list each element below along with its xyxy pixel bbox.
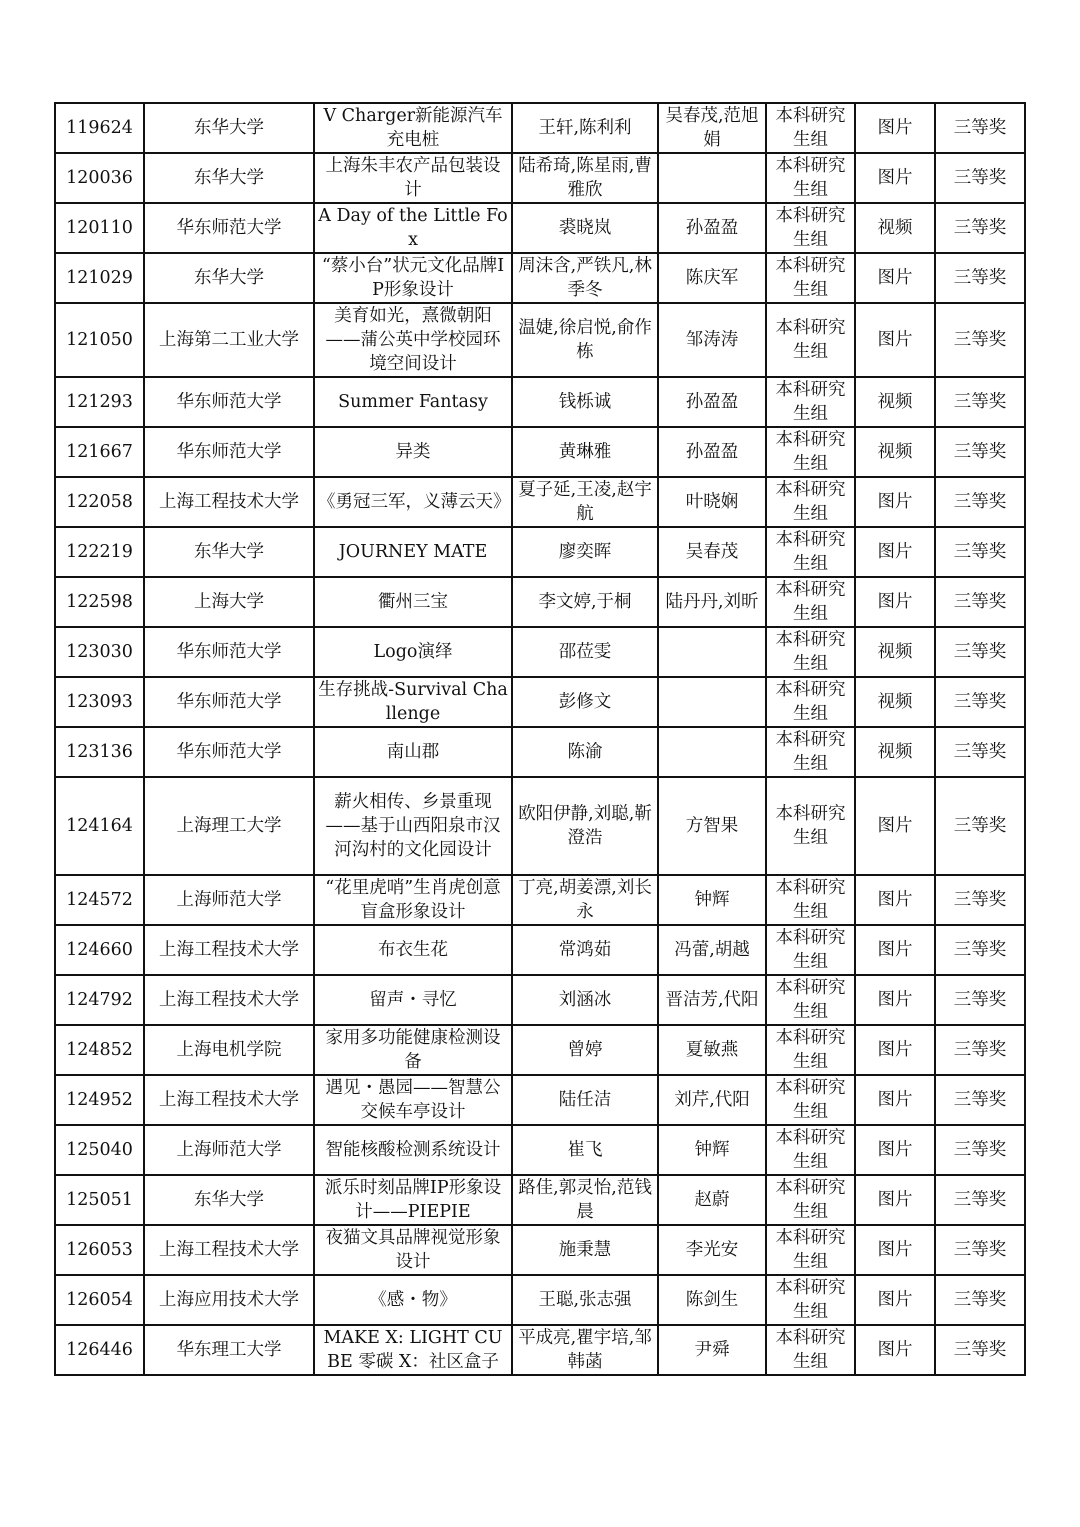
authors-cell: 王轩,陈利利	[512, 103, 658, 153]
authors-cell: 欧阳伊静,刘聪,靳澄浩	[512, 777, 658, 875]
authors-cell: 温婕,徐启悦,俞作栋	[512, 303, 658, 377]
school-cell: 华东师范大学	[144, 427, 314, 477]
award-cell: 三等奖	[935, 427, 1025, 477]
school-cell: 上海应用技术大学	[144, 1275, 314, 1325]
group-cell: 本科研究生组	[766, 303, 855, 377]
entry-id-cell: 124952	[55, 1075, 144, 1125]
entry-id-cell: 126446	[55, 1325, 144, 1375]
work-title-cell: 《感・物》	[314, 1275, 512, 1325]
category-cell: 图片	[855, 477, 935, 527]
group-cell: 本科研究生组	[766, 925, 855, 975]
work-title-cell: MAKE X: LIGHT CUBE 零碳 X：社区盒子	[314, 1325, 512, 1375]
group-cell: 本科研究生组	[766, 377, 855, 427]
group-cell: 本科研究生组	[766, 477, 855, 527]
table-row	[55, 577, 1025, 627]
entry-id-cell: 125051	[55, 1175, 144, 1225]
award-cell: 三等奖	[935, 153, 1025, 203]
school-cell: 上海电机学院	[144, 1025, 314, 1075]
authors-cell: 平成亮,瞿宇培,邹韩菡	[512, 1325, 658, 1375]
category-cell: 图片	[855, 1275, 935, 1325]
group-cell: 本科研究生组	[766, 727, 855, 777]
category-cell: 图片	[855, 1225, 935, 1275]
work-title-cell: “花里虎哨”生肖虎创意盲盒形象设计	[314, 875, 512, 925]
school-cell: 华东理工大学	[144, 1325, 314, 1375]
award-cell: 三等奖	[935, 1025, 1025, 1075]
work-title-cell: Logo演绎	[314, 627, 512, 677]
school-cell: 上海理工大学	[144, 777, 314, 875]
group-cell: 本科研究生组	[766, 1175, 855, 1225]
table-row	[55, 1075, 1025, 1125]
table-row	[55, 925, 1025, 975]
entry-id-cell: 123093	[55, 677, 144, 727]
table-row	[55, 875, 1025, 925]
entry-id-cell: 121293	[55, 377, 144, 427]
award-cell: 三等奖	[935, 253, 1025, 303]
advisor-cell: 赵蔚	[658, 1175, 766, 1225]
entry-id-cell: 119624	[55, 103, 144, 153]
authors-cell: 刘涵冰	[512, 975, 658, 1025]
table-row	[55, 427, 1025, 477]
group-cell: 本科研究生组	[766, 203, 855, 253]
award-cell: 三等奖	[935, 377, 1025, 427]
table-row	[55, 477, 1025, 527]
entry-id-cell: 123030	[55, 627, 144, 677]
advisor-cell: 刘芹,代阳	[658, 1075, 766, 1125]
entry-id-cell: 120110	[55, 203, 144, 253]
category-cell: 图片	[855, 777, 935, 875]
authors-cell: 常鸿茹	[512, 925, 658, 975]
table-row	[55, 727, 1025, 777]
advisor-cell: 邹涛涛	[658, 303, 766, 377]
group-cell: 本科研究生组	[766, 875, 855, 925]
school-cell: 华东师范大学	[144, 727, 314, 777]
advisor-cell: 吴春茂,范旭娟	[658, 103, 766, 153]
school-cell: 东华大学	[144, 103, 314, 153]
category-cell: 视频	[855, 727, 935, 777]
advisor-cell: 陈庆军	[658, 253, 766, 303]
school-cell: 华东师范大学	[144, 627, 314, 677]
award-cell: 三等奖	[935, 1275, 1025, 1325]
authors-cell: 崔飞	[512, 1125, 658, 1175]
category-cell: 图片	[855, 1075, 935, 1125]
authors-cell: 李文婷,于桐	[512, 577, 658, 627]
school-cell: 上海第二工业大学	[144, 303, 314, 377]
school-cell: 东华大学	[144, 153, 314, 203]
authors-cell: 裘晓岚	[512, 203, 658, 253]
work-title-cell: 薪火相传、乡景重现——基于山西阳泉市汉河沟村的文化园设计	[314, 777, 512, 875]
category-cell: 图片	[855, 527, 935, 577]
table-row	[55, 627, 1025, 677]
category-cell: 图片	[855, 875, 935, 925]
entry-id-cell: 125040	[55, 1125, 144, 1175]
table-row	[55, 1275, 1025, 1325]
school-cell: 华东师范大学	[144, 677, 314, 727]
school-cell: 上海师范大学	[144, 1125, 314, 1175]
work-title-cell: 美育如光，熹微朝阳——蒲公英中学校园环境空间设计	[314, 303, 512, 377]
authors-cell: 夏子延,王凌,赵宇航	[512, 477, 658, 527]
table-row	[55, 777, 1025, 875]
school-cell: 东华大学	[144, 1175, 314, 1225]
entry-id-cell: 120036	[55, 153, 144, 203]
award-cell: 三等奖	[935, 1175, 1025, 1225]
entry-id-cell: 122219	[55, 527, 144, 577]
authors-cell: 丁亮,胡姜漂,刘长永	[512, 875, 658, 925]
advisor-cell: 吴春茂	[658, 527, 766, 577]
work-title-cell: 衢州三宝	[314, 577, 512, 627]
table-row	[55, 153, 1025, 203]
entry-id-cell: 124660	[55, 925, 144, 975]
entry-id-cell: 124852	[55, 1025, 144, 1075]
group-cell: 本科研究生组	[766, 427, 855, 477]
award-cell: 三等奖	[935, 203, 1025, 253]
work-title-cell: A Day of the Little Fox	[314, 203, 512, 253]
advisor-cell: 钟辉	[658, 1125, 766, 1175]
group-cell: 本科研究生组	[766, 253, 855, 303]
category-cell: 图片	[855, 303, 935, 377]
award-cell: 三等奖	[935, 627, 1025, 677]
work-title-cell: 《勇冠三军，义薄云天》	[314, 477, 512, 527]
category-cell: 视频	[855, 203, 935, 253]
authors-cell: 陈渝	[512, 727, 658, 777]
award-cell: 三等奖	[935, 527, 1025, 577]
work-title-cell: 派乐时刻品牌IP形象设计——PIEPIE	[314, 1175, 512, 1225]
advisor-cell: 孙盈盈	[658, 377, 766, 427]
entry-id-cell: 124164	[55, 777, 144, 875]
group-cell: 本科研究生组	[766, 1125, 855, 1175]
category-cell: 图片	[855, 103, 935, 153]
award-cell: 三等奖	[935, 577, 1025, 627]
advisor-cell: 钟辉	[658, 875, 766, 925]
entry-id-cell: 126053	[55, 1225, 144, 1275]
advisor-cell: 陆丹丹,刘昕	[658, 577, 766, 627]
table-body	[55, 103, 1025, 1375]
group-cell: 本科研究生组	[766, 677, 855, 727]
entry-id-cell: 122058	[55, 477, 144, 527]
entry-id-cell: 121050	[55, 303, 144, 377]
table-row	[55, 527, 1025, 577]
advisor-cell: 陈剑生	[658, 1275, 766, 1325]
authors-cell: 黄琳雅	[512, 427, 658, 477]
award-cell: 三等奖	[935, 103, 1025, 153]
authors-cell: 廖奕晖	[512, 527, 658, 577]
advisor-cell	[658, 627, 766, 677]
advisor-cell: 方智果	[658, 777, 766, 875]
work-title-cell: V Charger新能源汽车充电桩	[314, 103, 512, 153]
school-cell: 上海工程技术大学	[144, 975, 314, 1025]
entry-id-cell: 121667	[55, 427, 144, 477]
work-title-cell: 留声・寻忆	[314, 975, 512, 1025]
table-row	[55, 253, 1025, 303]
group-cell: 本科研究生组	[766, 1325, 855, 1375]
entry-id-cell: 122598	[55, 577, 144, 627]
table-row	[55, 1325, 1025, 1375]
group-cell: 本科研究生组	[766, 1075, 855, 1125]
entry-id-cell: 124572	[55, 875, 144, 925]
authors-cell: 曾婷	[512, 1025, 658, 1075]
school-cell: 华东师范大学	[144, 377, 314, 427]
group-cell: 本科研究生组	[766, 1275, 855, 1325]
group-cell: 本科研究生组	[766, 527, 855, 577]
authors-cell: 陆希琦,陈星雨,曹雅欣	[512, 153, 658, 203]
table-row	[55, 303, 1025, 377]
work-title-cell: 夜猫文具品牌视觉形象设计	[314, 1225, 512, 1275]
work-title-cell: Summer Fantasy	[314, 377, 512, 427]
table-row	[55, 1025, 1025, 1075]
award-cell: 三等奖	[935, 303, 1025, 377]
group-cell: 本科研究生组	[766, 577, 855, 627]
advisor-cell	[658, 153, 766, 203]
award-cell: 三等奖	[935, 1075, 1025, 1125]
school-cell: 上海工程技术大学	[144, 1075, 314, 1125]
entry-id-cell: 121029	[55, 253, 144, 303]
category-cell: 图片	[855, 975, 935, 1025]
advisor-cell: 李光安	[658, 1225, 766, 1275]
entry-id-cell: 124792	[55, 975, 144, 1025]
award-cell: 三等奖	[935, 1225, 1025, 1275]
advisor-cell: 叶晓娴	[658, 477, 766, 527]
school-cell: 上海工程技术大学	[144, 925, 314, 975]
authors-cell: 陆任洁	[512, 1075, 658, 1125]
category-cell: 图片	[855, 1175, 935, 1225]
category-cell: 视频	[855, 427, 935, 477]
work-title-cell: 上海朱丰农产品包装设计	[314, 153, 512, 203]
category-cell: 视频	[855, 627, 935, 677]
group-cell: 本科研究生组	[766, 103, 855, 153]
advisor-cell: 冯蕾,胡越	[658, 925, 766, 975]
advisor-cell: 夏敏燕	[658, 1025, 766, 1075]
category-cell: 视频	[855, 377, 935, 427]
category-cell: 图片	[855, 253, 935, 303]
school-cell: 东华大学	[144, 253, 314, 303]
award-cell: 三等奖	[935, 875, 1025, 925]
work-title-cell: 异类	[314, 427, 512, 477]
award-results-table	[54, 102, 1026, 1376]
group-cell: 本科研究生组	[766, 777, 855, 875]
category-cell: 图片	[855, 925, 935, 975]
advisor-cell	[658, 677, 766, 727]
work-title-cell: 遇见・愚园——智慧公交候车亭设计	[314, 1075, 512, 1125]
group-cell: 本科研究生组	[766, 153, 855, 203]
work-title-cell: 生存挑战-Survival Challenge	[314, 677, 512, 727]
advisor-cell: 尹舜	[658, 1325, 766, 1375]
award-cell: 三等奖	[935, 1125, 1025, 1175]
work-title-cell: 家用多功能健康检测设备	[314, 1025, 512, 1075]
award-cell: 三等奖	[935, 677, 1025, 727]
group-cell: 本科研究生组	[766, 1025, 855, 1075]
award-cell: 三等奖	[935, 1325, 1025, 1375]
authors-cell: 施秉慧	[512, 1225, 658, 1275]
table-row	[55, 1175, 1025, 1225]
work-title-cell: 智能核酸检测系统设计	[314, 1125, 512, 1175]
school-cell: 东华大学	[144, 527, 314, 577]
work-title-cell: 南山郡	[314, 727, 512, 777]
school-cell: 上海大学	[144, 577, 314, 627]
work-title-cell: JOURNEY MATE	[314, 527, 512, 577]
authors-cell: 路佳,郭灵怡,范钱晨	[512, 1175, 658, 1225]
authors-cell: 邵莅雯	[512, 627, 658, 677]
group-cell: 本科研究生组	[766, 627, 855, 677]
category-cell: 图片	[855, 1325, 935, 1375]
authors-cell: 彭修文	[512, 677, 658, 727]
award-cell: 三等奖	[935, 975, 1025, 1025]
authors-cell: 王聪,张志强	[512, 1275, 658, 1325]
table-row	[55, 1125, 1025, 1175]
award-cell: 三等奖	[935, 777, 1025, 875]
authors-cell: 钱栎诚	[512, 377, 658, 427]
award-cell: 三等奖	[935, 727, 1025, 777]
category-cell: 图片	[855, 1025, 935, 1075]
table-row	[55, 677, 1025, 727]
advisor-cell: 孙盈盈	[658, 427, 766, 477]
advisor-cell: 孙盈盈	[658, 203, 766, 253]
group-cell: 本科研究生组	[766, 975, 855, 1025]
work-title-cell: 布衣生花	[314, 925, 512, 975]
category-cell: 图片	[855, 1125, 935, 1175]
table-row	[55, 1225, 1025, 1275]
award-cell: 三等奖	[935, 925, 1025, 975]
advisor-cell	[658, 727, 766, 777]
table-row	[55, 203, 1025, 253]
school-cell: 上海工程技术大学	[144, 477, 314, 527]
entry-id-cell: 123136	[55, 727, 144, 777]
group-cell: 本科研究生组	[766, 1225, 855, 1275]
award-cell: 三等奖	[935, 477, 1025, 527]
work-title-cell: “蔡小台”状元文化品牌IP形象设计	[314, 253, 512, 303]
category-cell: 图片	[855, 577, 935, 627]
school-cell: 华东师范大学	[144, 203, 314, 253]
school-cell: 上海师范大学	[144, 875, 314, 925]
category-cell: 视频	[855, 677, 935, 727]
school-cell: 上海工程技术大学	[144, 1225, 314, 1275]
table-row	[55, 377, 1025, 427]
entry-id-cell: 126054	[55, 1275, 144, 1325]
table-row	[55, 975, 1025, 1025]
category-cell: 图片	[855, 153, 935, 203]
advisor-cell: 晋洁芳,代阳	[658, 975, 766, 1025]
table-row	[55, 103, 1025, 153]
authors-cell: 周沫含,严铁凡,林季冬	[512, 253, 658, 303]
